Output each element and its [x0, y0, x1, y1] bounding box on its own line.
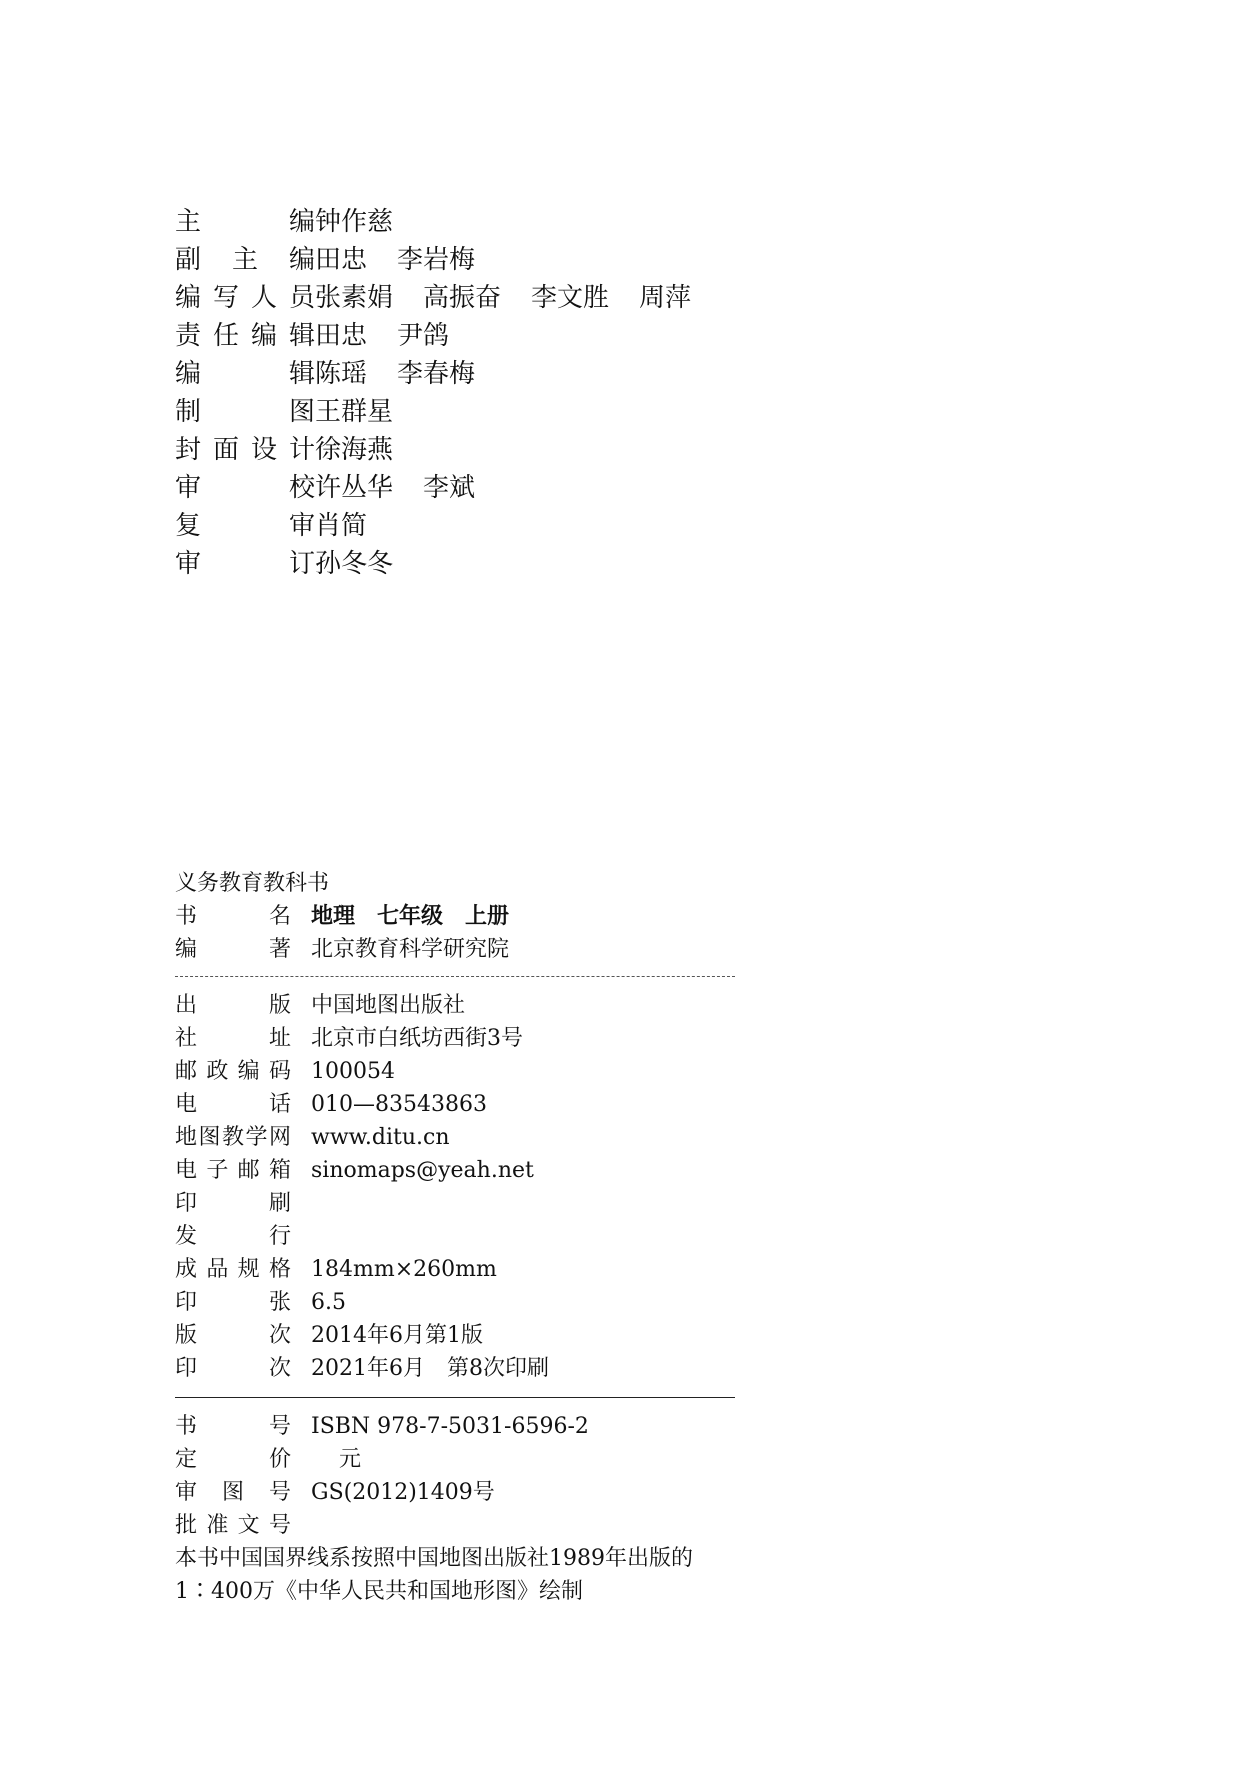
staff-name: 孙冬冬 — [315, 549, 394, 579]
staff-name: 李岩梅 — [397, 245, 476, 275]
info-label: 成品规格 — [175, 1257, 291, 1282]
info-label: 版次 — [175, 1323, 291, 1348]
info-value: 2021年6月 第8次印刷 — [311, 1356, 549, 1381]
info-label: 电话 — [175, 1092, 291, 1117]
info-row — [175, 1352, 735, 1385]
staff-name: 王群星 — [315, 397, 394, 427]
staff-name: 田忠 — [315, 245, 368, 275]
staff-names — [315, 355, 505, 393]
info-label: 定价 — [175, 1447, 291, 1472]
info-row — [175, 1286, 735, 1319]
staff-names — [315, 507, 397, 545]
staff-row — [175, 545, 721, 583]
publication-info — [175, 868, 735, 1608]
staff-names — [315, 431, 423, 469]
info-row — [175, 1088, 735, 1121]
info-value: 北京教育科学研究院 — [311, 937, 510, 962]
info-row — [175, 1253, 735, 1286]
staff-names — [315, 317, 479, 355]
price-value: 元 — [339, 1447, 362, 1472]
info-value: 100054 — [311, 1059, 395, 1084]
staff-role: 审校 — [175, 473, 315, 503]
staff-names — [315, 545, 423, 583]
staff-name: 李斌 — [423, 473, 476, 503]
info-label: 书号 — [175, 1414, 291, 1439]
info-label: 印刷 — [175, 1191, 291, 1216]
staff-row — [175, 393, 721, 431]
info-label: 编著 — [175, 937, 291, 962]
staff-role: 复审 — [175, 511, 315, 541]
info-label: 地图教学网 — [175, 1125, 291, 1150]
series-title: 义务教育教科书 — [175, 871, 330, 896]
dotted-divider — [175, 976, 735, 977]
boundary-note: 1∶400万《中华人民共和国地形图》绘制 — [175, 1579, 583, 1604]
staff-credits — [175, 203, 721, 583]
info-value: 184mm×260mm — [311, 1257, 497, 1282]
staff-names — [315, 393, 423, 431]
staff-name: 李春梅 — [397, 359, 476, 389]
info-row — [175, 1509, 735, 1542]
info-row — [175, 1055, 735, 1088]
staff-name: 高振奋 — [423, 283, 502, 313]
staff-role: 编辑 — [175, 359, 315, 389]
staff-role: 制图 — [175, 397, 315, 427]
staff-name: 田忠 — [315, 321, 368, 351]
staff-row — [175, 241, 721, 279]
email-value: sinomaps@yeah.net — [311, 1158, 534, 1183]
boundary-note: 本书中国国界线系按照中国地图出版社1989年出版的 — [175, 1546, 693, 1571]
staff-row — [175, 355, 721, 393]
staff-row — [175, 431, 721, 469]
info-value: 中国地图出版社 — [311, 993, 466, 1018]
solid-divider — [175, 1397, 735, 1398]
info-label: 电子邮箱 — [175, 1158, 291, 1183]
staff-name: 许丛华 — [315, 473, 394, 503]
staff-name: 周萍 — [639, 283, 692, 313]
staff-row — [175, 469, 721, 507]
staff-role: 封面设计 — [175, 435, 315, 465]
isbn-value: ISBN 978-7-5031-6596-2 — [311, 1414, 589, 1439]
staff-row — [175, 507, 721, 545]
staff-names — [315, 279, 721, 317]
info-row — [175, 1443, 735, 1476]
info-label: 印张 — [175, 1290, 291, 1315]
info-label: 书名 — [175, 904, 291, 929]
staff-names — [315, 469, 505, 507]
website-value: www.ditu.cn — [311, 1125, 450, 1150]
staff-name: 李文胜 — [531, 283, 610, 313]
book-title: 地理 七年级 上册 — [311, 903, 510, 929]
info-value: 6.5 — [311, 1290, 346, 1315]
info-row — [175, 1476, 735, 1509]
info-row — [175, 933, 735, 966]
info-label: 批准文号 — [175, 1513, 291, 1538]
info-label: 印次 — [175, 1356, 291, 1381]
staff-names — [315, 203, 423, 241]
info-value: GS(2012)1409号 — [311, 1480, 495, 1505]
staff-row — [175, 203, 721, 241]
staff-name: 肖简 — [315, 511, 368, 541]
info-row — [175, 1319, 735, 1352]
staff-role: 编写人员 — [175, 283, 315, 313]
info-row — [175, 1220, 735, 1253]
info-value: 2014年6月第1版 — [311, 1323, 483, 1348]
info-label: 发行 — [175, 1224, 291, 1249]
info-row — [175, 1154, 735, 1187]
info-row — [175, 1187, 735, 1220]
staff-role: 副主编 — [175, 245, 315, 275]
staff-name: 钟作慈 — [315, 207, 394, 237]
staff-role: 责任编辑 — [175, 321, 315, 351]
info-label: 审图号 — [175, 1480, 291, 1505]
info-label: 邮政编码 — [175, 1059, 291, 1084]
staff-row — [175, 279, 721, 317]
info-row — [175, 1121, 735, 1154]
info-label: 出版 — [175, 993, 291, 1018]
staff-name: 尹鸽 — [397, 321, 450, 351]
staff-role: 主编 — [175, 207, 315, 237]
info-value: 北京市白纸坊西街3号 — [311, 1026, 523, 1051]
staff-names — [315, 241, 505, 279]
info-label: 社址 — [175, 1026, 291, 1051]
staff-name: 徐海燕 — [315, 435, 394, 465]
staff-name: 陈瑶 — [315, 359, 368, 389]
staff-role: 审订 — [175, 549, 315, 579]
info-row — [175, 989, 735, 1022]
info-row — [175, 900, 735, 933]
info-row — [175, 1410, 735, 1443]
staff-row — [175, 317, 721, 355]
staff-name: 张素娟 — [315, 283, 394, 313]
info-row — [175, 1022, 735, 1055]
info-value: 010—83543863 — [311, 1092, 487, 1117]
